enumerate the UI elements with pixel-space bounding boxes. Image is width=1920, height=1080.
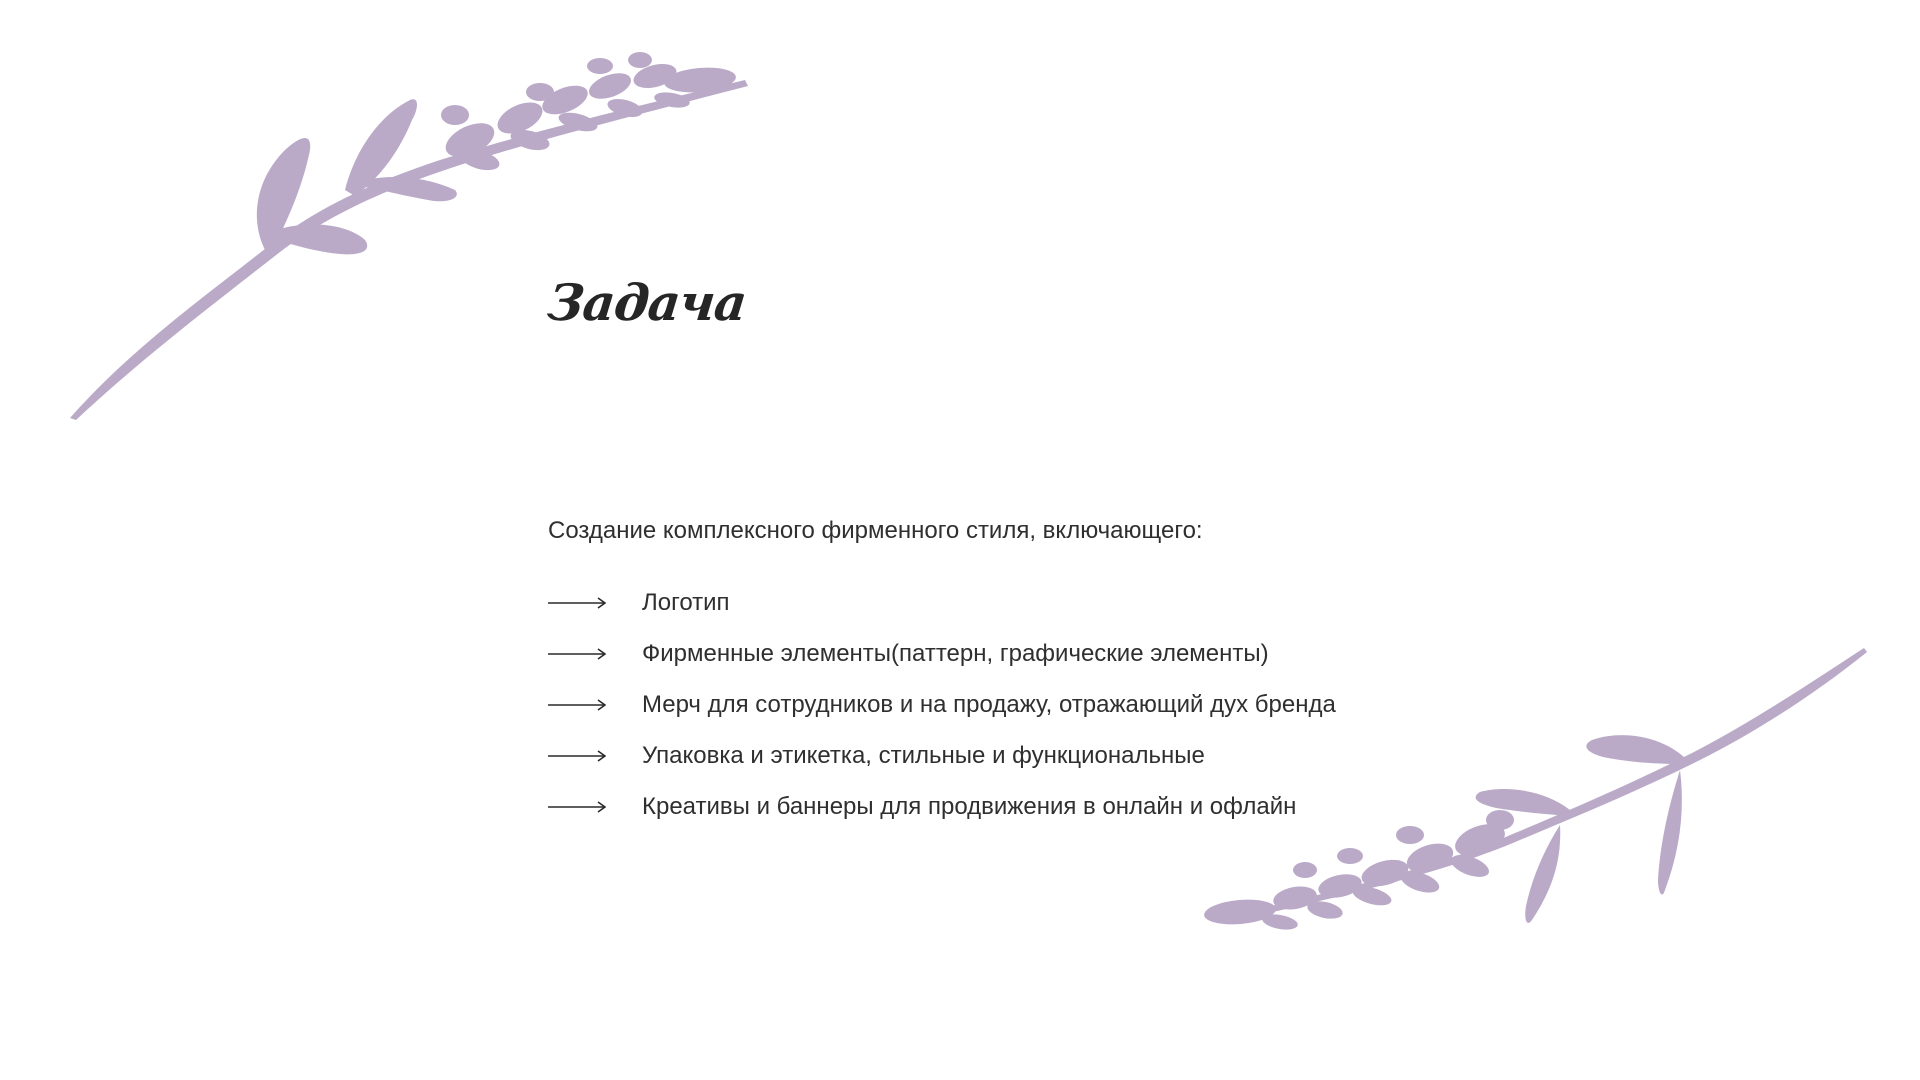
page-title: Задача: [544, 273, 749, 332]
list-item-label: Креативы и баннеры для продвижения в онлайн и офлайн: [642, 792, 1297, 820]
arrow-right-icon: [548, 597, 606, 609]
list-item-label: Фирменные элементы(паттерн, графические элементы): [642, 639, 1269, 667]
intro-text: Создание комплексного фирменного стиля, включающего:: [548, 517, 1203, 544]
list-item-label: Упаковка и этикетка, стильные и функциональные: [642, 741, 1205, 769]
arrow-right-icon: [548, 648, 606, 660]
arrow-right-icon: [548, 750, 606, 762]
list-item: [548, 628, 1336, 679]
list-item: [548, 730, 1336, 781]
arrow-right-icon: [548, 801, 606, 813]
list-item: [548, 679, 1336, 730]
list-item: [548, 577, 1336, 628]
arrow-right-icon: [548, 699, 606, 711]
list-item-label: Мерч для сотрудников и на продажу, отражающий дух бренда: [642, 690, 1336, 718]
list-item-label: Логотип: [642, 588, 730, 616]
task-list: [548, 577, 1336, 832]
list-item: [548, 781, 1336, 832]
lavender-sprig-top-icon: [0, 0, 800, 440]
